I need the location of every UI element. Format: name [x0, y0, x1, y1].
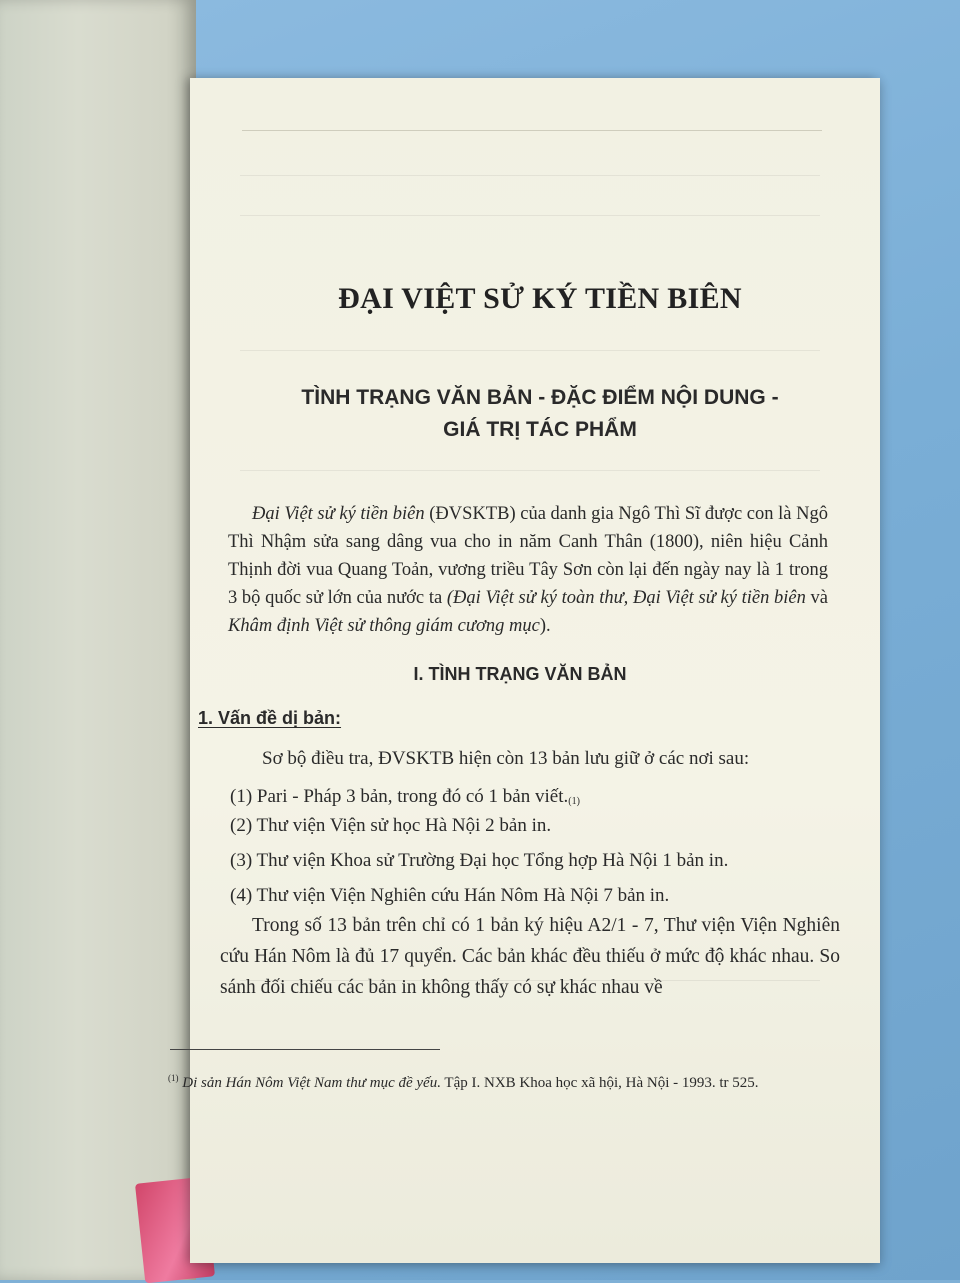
intro-text: và — [805, 588, 829, 608]
bleed-through-line — [240, 350, 820, 351]
section-heading: I. TÌNH TRẠNG VĂN BẢN — [413, 664, 627, 684]
subsection-heading — [198, 708, 341, 729]
subsection-heading-colon: : — [335, 708, 342, 728]
list-item-text: (4) Thư viện Viện Nghiên cứu Hán Nôm Hà Nội 7 bản in. — [230, 885, 670, 906]
subtitle-line: TÌNH TRẠNG VĂN BẢN - ĐẶC ĐIỂM NỘI DUNG - — [301, 386, 779, 409]
left-page — [0, 0, 196, 1280]
running-header-rule — [242, 130, 822, 131]
intro-italic-works: (Đại Việt sử ký toàn thư, Đại Việt sử ký tiền biên — [446, 588, 806, 608]
list-intro: Sơ bộ điều tra, ĐVSKTB hiện còn 13 bản lưu giữ ở các nơi sau: — [262, 748, 750, 769]
bleed-through-line — [240, 470, 820, 471]
list-item-text: (1) Pari - Pháp 3 bản, trong đó có 1 bản viết. — [230, 786, 569, 807]
page-title: ĐẠI VIỆT SỬ KÝ TIỀN BIÊN — [338, 282, 742, 315]
intro-italic-title: Đại Việt sử ký tiền biên — [252, 504, 425, 524]
footnote — [168, 1066, 848, 1095]
footnote-italic: Di sản Hán Nôm Việt Nam thư mục đề yếu. — [178, 1075, 441, 1091]
body-paragraph-text: Trong số 13 bản trên chỉ có 1 bản ký hiệu A2/1 - 7, Thư viện Viện Nghiên cứu Hán Nôm là đủ 17 quyển. Các bản khác đều thiếu ở mức độ khác nhau. So sánh đối chiếu các bản in không thấy có sự khác nhau về — [220, 915, 840, 998]
list-item — [230, 850, 728, 872]
intro-text: ). — [539, 616, 551, 636]
bleed-through-line — [240, 215, 820, 216]
subsection-heading-text: 1. Vấn đề dị bản — [198, 708, 336, 728]
intro-text: (ĐVSKTB) của danh gia Ngô Thì Sĩ được con là Ngô Thì Nhậm sửa sang dâng vua cho in năm Canh Thân (1800), niên hiệu Cảnh Thịnh đời vua Quang Toản, vương triều Tây Sơn còn lại đến ngày nay là 1 trong 3 bộ quốc sử lớn của nước ta — [228, 504, 828, 608]
list-item — [230, 885, 669, 907]
list-item — [230, 815, 551, 837]
footnote-ref: (1) — [568, 796, 580, 807]
page-subtitle — [200, 382, 880, 446]
list-item-text: (2) Thư viện Viện sử học Hà Nội 2 bản in. — [230, 815, 552, 836]
list-item — [230, 786, 580, 808]
footnote-text: Tập I. NXB Khoa học xã hội, Hà Nội - 1993. tr 525. — [440, 1075, 759, 1091]
intro-paragraph — [228, 500, 828, 640]
list-item-text: (3) Thư viện Khoa sử Trường Đại học Tổng hợp Hà Nội 1 bản in. — [230, 850, 729, 871]
footnote-marker: (1) — [168, 1073, 179, 1083]
intro-italic-work: Khâm định Việt sử thông giám cương mục — [228, 616, 540, 636]
bleed-through-line — [240, 175, 820, 176]
body-paragraph — [220, 910, 840, 1003]
footnote-rule — [170, 1049, 440, 1050]
subtitle-line: GIÁ TRỊ TÁC PHẨM — [443, 418, 637, 441]
